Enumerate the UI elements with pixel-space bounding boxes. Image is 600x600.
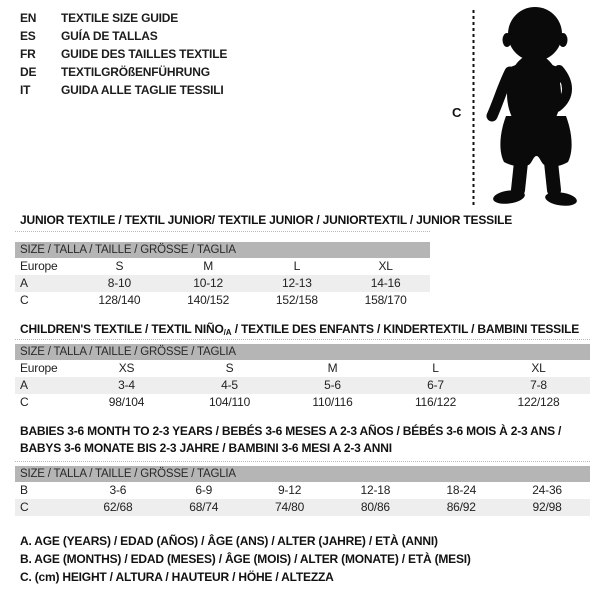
language-code: ES bbox=[20, 29, 36, 43]
size-cell: 18-24 bbox=[446, 483, 477, 497]
size-cell: 92/98 bbox=[532, 500, 562, 514]
legend-note-a: A. AGE (YEARS) / EDAD (AÑOS) / ÂGE (ANS) / ALTER (JAHRE) / ETÀ (ANNI) bbox=[20, 534, 438, 548]
row-label: Europe bbox=[20, 361, 58, 375]
size-cell: 116/122 bbox=[414, 395, 457, 409]
size-cell: L bbox=[432, 361, 439, 375]
size-cell: 140/152 bbox=[187, 293, 230, 307]
size-cell: M bbox=[203, 259, 214, 273]
language-code: DE bbox=[20, 65, 37, 79]
size-header-bar: SIZE / TALLA / TAILLE / GRÖSSE / TAGLIA bbox=[15, 466, 590, 482]
size-cell: 12-13 bbox=[282, 276, 312, 290]
legend-note-c: C. (cm) HEIGHT / ALTURA / HAUTEUR / HÖHE / ALTEZZA bbox=[20, 570, 334, 584]
table-row bbox=[15, 499, 590, 516]
row-label: A bbox=[20, 378, 28, 392]
children-title-post: / TEXTILE DES ENFANTS / KINDERTEXTIL / BAMBINI TESSILE bbox=[231, 322, 580, 336]
size-cell: XL bbox=[378, 259, 393, 273]
junior-table-title: JUNIOR TEXTILE / TEXTIL JUNIOR/ TEXTILE JUNIOR / JUNIORTEXTIL / JUNIOR TESSILE bbox=[20, 213, 513, 227]
row-label: B bbox=[20, 483, 28, 497]
size-cell: 6-7 bbox=[427, 378, 444, 392]
size-cell: 12-18 bbox=[360, 483, 391, 497]
table-row bbox=[15, 482, 590, 499]
children-table-title bbox=[20, 322, 579, 337]
language-code: FR bbox=[20, 47, 36, 61]
table-row bbox=[15, 394, 590, 411]
size-cell: M bbox=[327, 361, 338, 375]
size-cell: 128/140 bbox=[98, 293, 141, 307]
legend-notes bbox=[20, 532, 471, 586]
divider-rule bbox=[15, 231, 430, 232]
size-cell: 6-9 bbox=[195, 483, 213, 497]
language-row-de bbox=[20, 63, 227, 81]
size-cell: 158/170 bbox=[364, 293, 407, 307]
baby-silhouette bbox=[492, 7, 578, 208]
language-row-it bbox=[20, 81, 227, 99]
size-cell: S bbox=[115, 259, 124, 273]
table-row bbox=[15, 275, 430, 292]
size-cell: 4-5 bbox=[221, 378, 238, 392]
size-header-bar: SIZE / TALLA / TAILLE / GRÖSSE / TAGLIA bbox=[15, 344, 590, 360]
size-cell: 3-4 bbox=[118, 378, 135, 392]
size-header-bar: SIZE / TALLA / TAILLE / GRÖSSE / TAGLIA bbox=[15, 242, 430, 258]
size-cell: L bbox=[293, 259, 301, 273]
language-row-es bbox=[20, 27, 227, 45]
junior-size-table bbox=[15, 242, 430, 309]
size-cell: 8-10 bbox=[107, 276, 131, 290]
table-row bbox=[15, 258, 430, 275]
divider-rule bbox=[15, 339, 590, 340]
height-measure-label: C bbox=[452, 105, 462, 120]
table-row bbox=[15, 292, 430, 309]
size-cell: 14-16 bbox=[370, 276, 401, 290]
size-cell: 98/104 bbox=[108, 395, 145, 409]
language-row-en bbox=[20, 9, 227, 27]
row-label: Europe bbox=[20, 259, 58, 273]
size-cell: 9-12 bbox=[277, 483, 302, 497]
language-title: GUIDE DES TAILLES TEXTILE bbox=[61, 47, 228, 61]
row-label: C bbox=[20, 500, 29, 514]
language-title: GUIDA ALLE TAGLIE TESSILI bbox=[61, 83, 224, 97]
size-cell: 152/158 bbox=[275, 293, 318, 307]
row-label: C bbox=[20, 293, 29, 307]
language-row-fr bbox=[20, 45, 227, 63]
size-cell: 3-6 bbox=[109, 483, 127, 497]
size-cell: 24-36 bbox=[532, 483, 562, 497]
size-cell: 86/92 bbox=[446, 500, 476, 514]
size-cell: 110/116 bbox=[312, 395, 353, 409]
size-cell: 62/68 bbox=[103, 500, 133, 514]
size-cell: 68/74 bbox=[189, 500, 219, 514]
children-size-table bbox=[15, 344, 590, 411]
size-cell: S bbox=[225, 361, 234, 375]
size-cell: 74/80 bbox=[275, 500, 305, 514]
size-cell: 104/110 bbox=[208, 395, 251, 409]
size-cell: 5-6 bbox=[324, 378, 341, 392]
legend-note-b: B. AGE (MONTHS) / EDAD (MESES) / ÂGE (MOIS) / ALTER (MONATE) / ETÀ (MESI) bbox=[20, 552, 471, 566]
language-code: IT bbox=[20, 83, 31, 97]
language-title: GUÍA DE TALLAS bbox=[61, 29, 158, 43]
size-cell: 80/86 bbox=[360, 500, 390, 514]
row-label: C bbox=[20, 395, 29, 409]
babies-title-line2: BABYS 3-6 MONATE BIS 2-3 JAHRE / BAMBINI 3-6 MESI A 2-3 ANNI bbox=[20, 441, 392, 455]
size-cell: 122/128 bbox=[517, 395, 560, 409]
babies-title-line1: BABIES 3-6 MONTH TO 2-3 YEARS / BEBÉS 3-6 MESES A 2-3 AÑOS / BÉBÉS 3-6 MOIS À 2-3 ANS / bbox=[20, 424, 562, 438]
language-code: EN bbox=[20, 11, 37, 25]
children-title-sub: /A bbox=[223, 328, 232, 337]
size-cell: XL bbox=[531, 361, 546, 375]
language-title: TEXTILGRÖßENFÜHRUNG bbox=[61, 65, 210, 79]
language-list bbox=[20, 9, 227, 99]
size-cell: XS bbox=[118, 361, 135, 375]
row-label: A bbox=[20, 276, 28, 290]
divider-rule bbox=[15, 461, 590, 462]
children-title-pre: CHILDREN'S TEXTILE / TEXTIL NIÑO bbox=[20, 322, 224, 336]
size-cell: 10-12 bbox=[193, 276, 223, 290]
table-row bbox=[15, 360, 590, 377]
babies-size-table bbox=[15, 466, 590, 516]
table-row bbox=[15, 377, 590, 394]
size-cell: 7-8 bbox=[530, 378, 547, 392]
language-title: TEXTILE SIZE GUIDE bbox=[61, 11, 179, 25]
babies-table-title bbox=[20, 423, 580, 457]
toddler-silhouette-figure bbox=[440, 0, 600, 215]
